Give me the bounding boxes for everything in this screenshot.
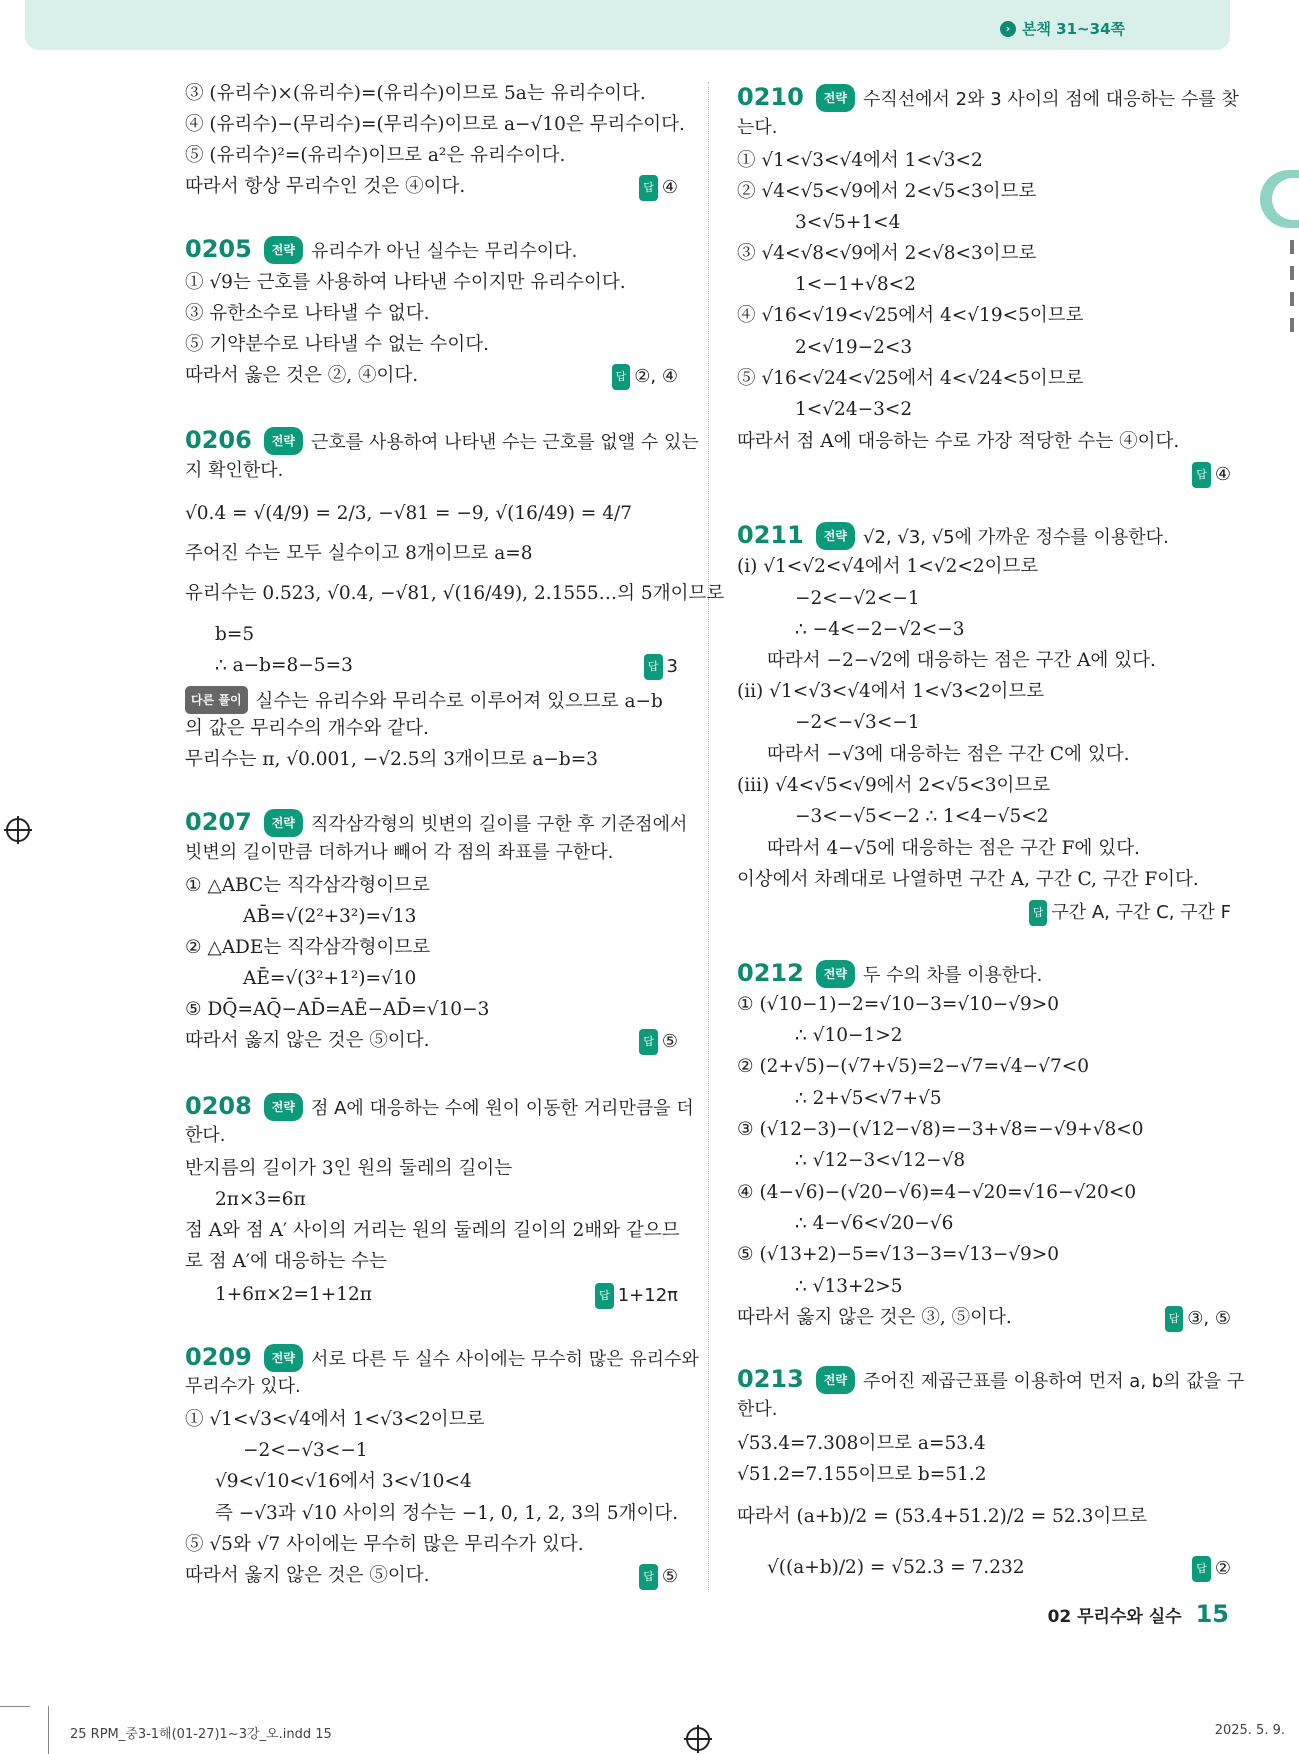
text-line: ⑤ 기약분수로 나타낼 수 없는 수이다. — [185, 334, 489, 355]
column-divider — [708, 82, 710, 1592]
text-line: 주어진 수는 모두 실수이고 8개이므로 a=8 — [185, 543, 533, 564]
answer: 답 구간 A, 구간 C, 구간 F — [1029, 900, 1231, 926]
text-line: 따라서 옳은 것은 ②, ④이다. — [185, 365, 419, 386]
side-tab-marks — [1290, 240, 1296, 344]
text-line: 따라서 (a+b)/2 = (53.4+51.2)/2 = 52.3이므로 — [737, 1506, 1147, 1527]
text-line: −2<−√3<−1 — [795, 712, 920, 733]
text-line: ∴ √10−1>2 — [795, 1025, 903, 1046]
text-line: 1<−1+√8<2 — [795, 274, 916, 295]
text-line: √9<√10<√16에서 3<√10<4 — [215, 1471, 472, 1492]
strategy-cont: 무리수가 있다. — [185, 1376, 301, 1397]
crop-mark — [48, 1706, 49, 1754]
page-number: 15 — [1195, 1600, 1229, 1628]
text-line: (ⅲ) √4<√5<√9에서 2<√5<3이므로 — [737, 775, 1051, 796]
problem-header: 0205 전략 유리수가 아닌 실수는 무리수이다. — [185, 235, 578, 263]
text-line: AB̄=√(2²+3²)=√13 — [243, 906, 417, 927]
text-line: 1+6π×2=1+12π — [215, 1284, 372, 1305]
answer: 답 ⑤ — [639, 1029, 678, 1055]
text-line: 점 A와 점 A′ 사이의 거리는 원의 둘레의 길이의 2배와 같으므 — [185, 1220, 680, 1241]
text-line: 따라서 4−√5에 대응하는 점은 구간 F에 있다. — [767, 838, 1140, 859]
text-line: 따라서 −√3에 대응하는 점은 구간 C에 있다. — [767, 744, 1130, 765]
text-line: 즉 −√3과 √10 사이의 정수는 −1, 0, 1, 2, 3의 5개이다. — [215, 1503, 679, 1524]
chevron-right-icon: › — [1000, 21, 1016, 37]
text-line: ④ √16<√19<√25에서 4<√19<5이므로 — [737, 305, 1084, 326]
text-line: ⑤ (√13+2)−5=√13−3=√13−√9>0 — [737, 1244, 1060, 1265]
text-line: 따라서 항상 무리수인 것은 ④이다. — [185, 176, 466, 197]
registration-mark-icon — [6, 818, 30, 842]
answer: 답 3 — [644, 654, 678, 680]
text-line: ③ (유리수)×(유리수)=(유리수)이므로 5a는 유리수이다. — [185, 83, 646, 104]
text-line: 2π×3=6π — [215, 1189, 306, 1210]
text-line: (ⅰ) √1<√2<√4에서 1<√2<2이므로 — [737, 556, 1039, 577]
text-line: √((a+b)/2) = √52.3 = 7.232 — [767, 1557, 1025, 1578]
text-line: ③ (√12−3)−(√12−√8)=−3+√8=−√9+√8<0 — [737, 1119, 1144, 1140]
text-line: ② √4<√5<√9에서 2<√5<3이므로 — [737, 181, 1037, 202]
text-line: 로 점 A′에 대응하는 수는 — [185, 1251, 387, 1272]
page-footer — [1048, 1600, 1229, 1628]
answer-icon: 답 — [639, 175, 658, 201]
text-line: 1<√24−3<2 — [795, 399, 913, 420]
print-date: 2025. 5. 9. — [1214, 1723, 1285, 1738]
alt-solution: 다른 풀이 실수는 유리수와 무리수로 이루어져 있으므로 a−b — [185, 686, 663, 714]
problem-header: 0210 전략 수직선에서 2와 3 사이의 점에 대응하는 수를 찾 — [737, 83, 1239, 111]
text-line: ① (√10−1)−2=√10−3=√10−√9>0 — [737, 994, 1060, 1015]
text-line: −2<−√2<−1 — [795, 588, 920, 609]
text-line: 따라서 점 A에 대응하는 수로 가장 적당한 수는 ④이다. — [737, 431, 1180, 452]
answer: 답 ②, ④ — [612, 364, 678, 390]
answer: 답 ⑤ — [639, 1564, 678, 1590]
answer: 답 ③, ⑤ — [1165, 1306, 1231, 1332]
chapter-side-tab — [1260, 170, 1299, 228]
text-line: ∴ a−b=8−5=3 — [215, 655, 353, 676]
text-line: 무리수는 π, √0.001, −√2.5의 3개이므로 a−b=3 — [185, 749, 599, 770]
registration-mark-icon — [686, 1727, 710, 1751]
text-line: √51.2=7.155이므로 b=51.2 — [737, 1464, 987, 1485]
problem-header: 0209 전략 서로 다른 두 실수 사이에는 무수히 많은 유리수와 — [185, 1343, 699, 1371]
problem-header: 0213 전략 주어진 제곱근표를 이용하여 먼저 a, b의 값을 구 — [737, 1365, 1245, 1393]
text-line: ⑤ DQ̄=AQ̄−AD̄=AĒ−AD̄=√10−3 — [185, 999, 490, 1020]
text-line: 따라서 옳지 않은 것은 ⑤이다. — [185, 1565, 430, 1586]
text-line: ④ (유리수)−(무리수)=(무리수)이므로 a−√10은 무리수이다. — [185, 114, 685, 135]
text-line: 유리수는 0.523, √0.4̇, −√81, √(16/49), 2.1555…의 5개이므로 — [185, 583, 725, 604]
text-line: b=5 — [215, 624, 255, 645]
text-line: −3<−√5<−2 ∴ 1<4−√5<2 — [795, 806, 1049, 827]
text-line: (ⅱ) √1<√3<√4에서 1<√3<2이므로 — [737, 681, 1045, 702]
text-line: 따라서 −2−√2에 대응하는 점은 구간 A에 있다. — [767, 650, 1156, 671]
text-line: √0.4̇ = √(4/9) = 2/3, −√81 = −9, √(16/49) = 4/7 — [185, 503, 632, 524]
text-line: ∴ 4−√6<√20−√6 — [795, 1213, 954, 1234]
text-line: ② (2+√5)−(√7+√5)=2−√7=√4−√7<0 — [737, 1056, 1090, 1077]
text-line: 2<√19−2<3 — [795, 337, 913, 358]
text-line: 반지름의 길이가 3인 원의 둘레의 길이는 — [185, 1158, 513, 1179]
text-line: ⑤ (유리수)²=(유리수)이므로 a²은 유리수이다. — [185, 145, 566, 166]
text-line: ② △ADE는 직각삼각형이므로 — [185, 937, 431, 958]
problem-header: 0208 전략 점 A에 대응하는 수에 원이 이동한 거리만큼을 더 — [185, 1092, 694, 1120]
text-line: ∴ 2+√5<√7+√5 — [795, 1088, 942, 1109]
text-line: ① √1<√3<√4에서 1<√3<2 — [737, 150, 983, 171]
problem-header: 0211 전략 √2, √3, √5에 가까운 정수를 이용한다. — [737, 521, 1169, 549]
answer: 답 ② — [1192, 1556, 1231, 1582]
strategy-cont: 빗변의 길이만큼 더하거나 빼어 각 점의 좌표를 구한다. — [185, 842, 614, 863]
crop-mark — [0, 1706, 30, 1707]
answer: 답 1+12π — [595, 1283, 678, 1309]
text-line: 3<√5+1<4 — [795, 212, 901, 233]
text-line: ① √1<√3<√4에서 1<√3<2이므로 — [185, 1409, 485, 1430]
text-line: AĒ=√(3²+1²)=√10 — [243, 968, 417, 989]
text-line: ⑤ √5와 √7 사이에는 무수히 많은 무리수가 있다. — [185, 1534, 584, 1555]
text-line: ∴ √13+2>5 — [795, 1276, 903, 1297]
text-line: ① √9는 근호를 사용하여 나타낸 수이지만 유리수이다. — [185, 272, 626, 293]
text-line: ∴ √12−3<√12−√8 — [795, 1150, 966, 1171]
problem-header: 0206 전략 근호를 사용하여 나타낸 수는 근호를 없앨 수 있는 — [185, 426, 699, 454]
page-reference: › 본책 31~34쪽 — [1000, 18, 1125, 39]
text-line: ∴ −4<−2−√2<−3 — [795, 619, 965, 640]
text-line: 따라서 옳지 않은 것은 ③, ⑤이다. — [737, 1307, 1012, 1328]
text-line: ⑤ √16<√24<√25에서 4<√24<5이므로 — [737, 368, 1084, 389]
text-line: 이상에서 차례대로 나열하면 구간 A, 구간 C, 구간 F이다. — [737, 869, 1199, 890]
text-line: 따라서 옳지 않은 것은 ⑤이다. — [185, 1030, 430, 1051]
top-header-band — [25, 0, 1230, 50]
answer: 답 ④ — [1192, 462, 1231, 488]
strategy-cont: 지 확인한다. — [185, 460, 284, 481]
strategy-cont: 한다. — [185, 1125, 226, 1146]
problem-header: 0207 전략 직각삼각형의 빗변의 길이를 구한 후 기준점에서 — [185, 808, 688, 836]
file-slug: 25 RPM_중3-1해(01-27)1~3강_오.indd 15 — [70, 1727, 332, 1742]
text-line: ③ √4<√8<√9에서 2<√8<3이므로 — [737, 243, 1037, 264]
text-line: ① △ABC는 직각삼각형이므로 — [185, 875, 430, 896]
text-line: √53.4=7.308이므로 a=53.4 — [737, 1433, 986, 1454]
text-line: ④ (4−√6)−(√20−√6)=4−√20=√16−√20<0 — [737, 1182, 1137, 1203]
chapter-title: 02 무리수와 실수 — [1047, 1607, 1182, 1627]
text-line: 의 값은 무리수의 개수와 같다. — [185, 718, 429, 739]
problem-header: 0212 전략 두 수의 차를 이용한다. — [737, 959, 1043, 987]
text-line: −2<−√3<−1 — [243, 1440, 368, 1461]
text-line: ③ 유한소수로 나타낼 수 없다. — [185, 303, 430, 324]
strategy-cont: 한다. — [737, 1399, 778, 1420]
strategy-cont: 는다. — [737, 117, 778, 138]
answer: 답 ④ — [639, 175, 678, 201]
